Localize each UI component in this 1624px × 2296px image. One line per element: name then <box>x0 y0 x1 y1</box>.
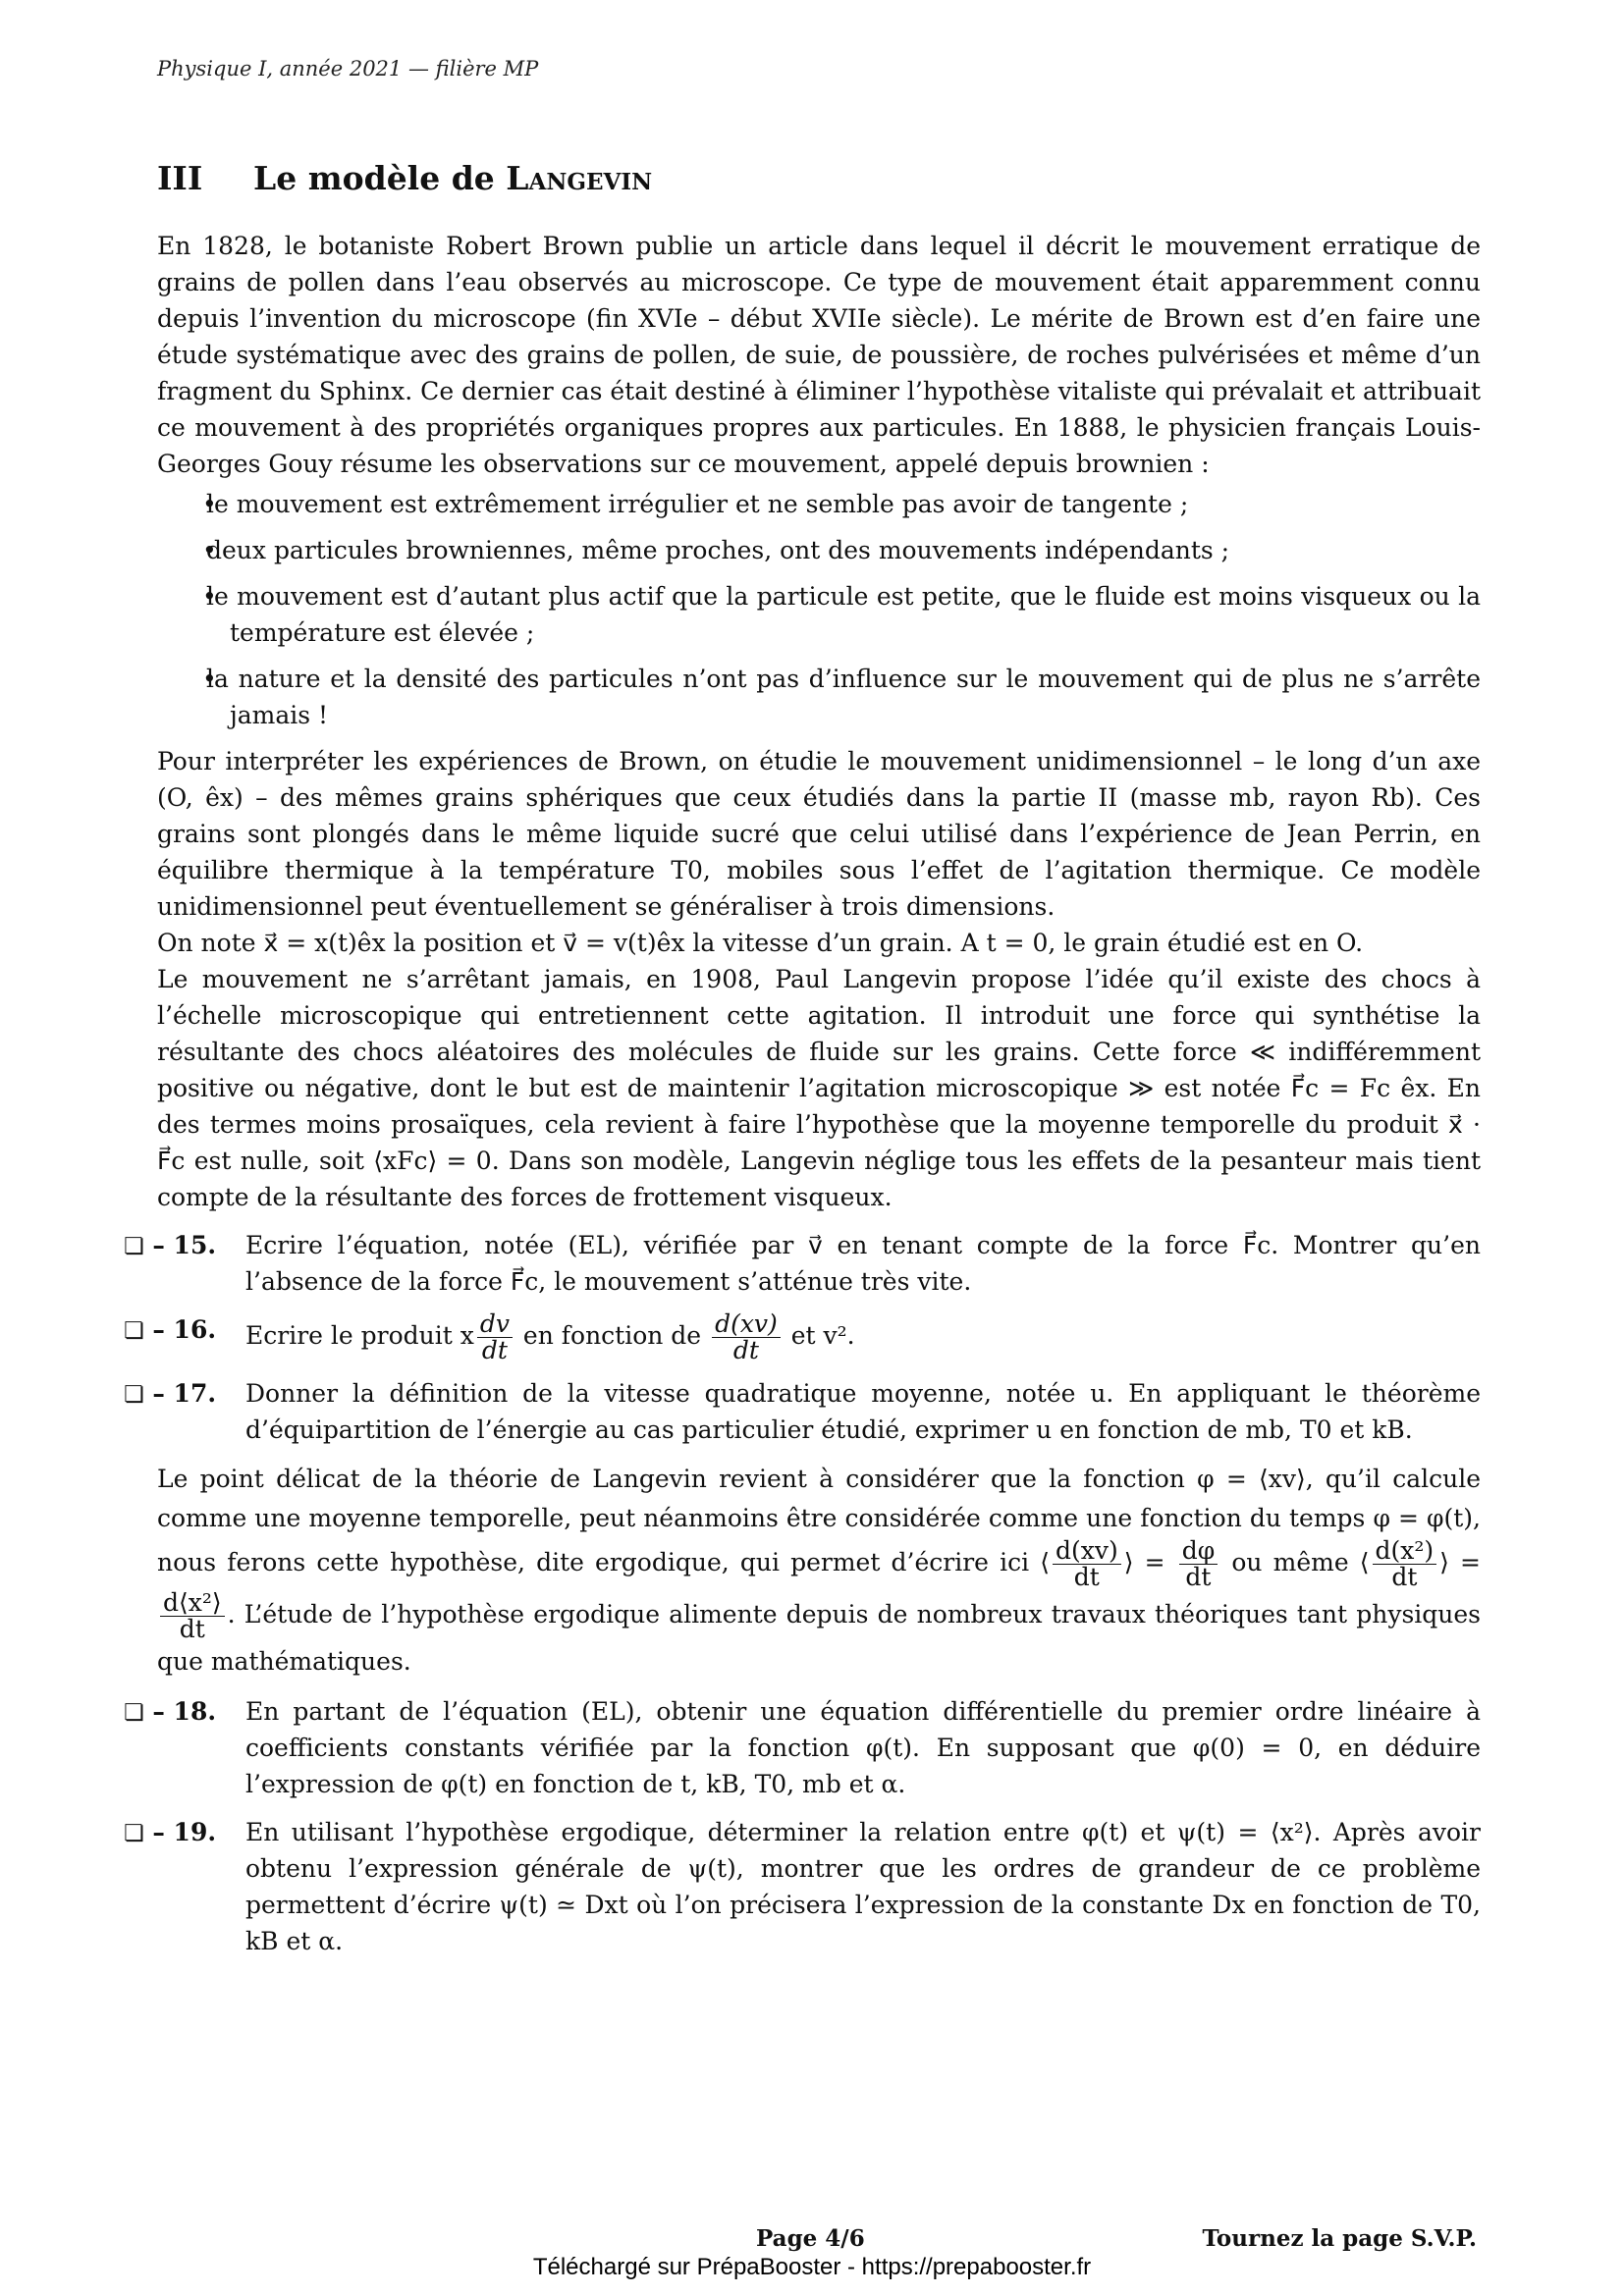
observations-list <box>157 486 1481 733</box>
question-text: En utilisant l’hypothèse ergodique, déterminer la relation entre φ(t) et ψ(t) = ⟨x²⟩. Après avoir obtenu l’expression générale de ψ(t), montrer que les ordres de grandeur de ce problème permettent d’écrire ψ(t) ≃ Dxt où l’on précisera l’expression de la constante Dx en fonction de T0, kB et α. <box>245 1818 1481 1955</box>
notation-paragraph: On note x⃗ = x(t)êx la position et v⃗ = v(t)êx la vitesse d’un grain. A t = 0, le grain étudié est en O. <box>157 929 1364 957</box>
checkbox-icon: ❏ <box>124 1318 144 1344</box>
section-title <box>157 159 652 197</box>
section-number: III <box>157 159 203 197</box>
fraction: $\frac{dv}{dt}$ <box>477 1311 513 1363</box>
observation-item: • la nature et la densité des particules n’ont pas d’influence sur le mouvement qui de plus ne s’arrête jamais ! <box>157 661 1481 733</box>
question-text: Ecrire le produit x <box>245 1321 474 1350</box>
ergodic-paragraph: Le point délicat de la théorie de Langevin revient à considérer que la fonction φ = ⟨xv⟩, qu’il calcule comme une moyenne temporelle, peut néanmoins être considérée comme une fonction du temps φ = φ(t), nous ferons cette hypothèse, dite ergodique, qui permet d’écrire ici ⟨ $\frac{d(xv)}{dt}$ ⟩ = $\frac{d\varphi}{dt}$ ou même ⟨ $\frac{\text{d(x²)}}{dt}$ ⟩ = $\frac{\text{d⟨x²⟩}}{dt}$ . L’étude de l’hypothèse ergodique alimente depuis de nombreux travaux théoriques tant physiques que mathématiques. <box>157 1465 1482 1676</box>
turn-page-note: Tournez la page S.V.P. <box>1202 2225 1477 2252</box>
fraction: $\frac{d(xv)}{dt}$ <box>712 1311 781 1363</box>
question-label: ❏ – 19. <box>124 1818 217 1846</box>
question-17 <box>124 1375 1481 1448</box>
fraction: $\frac{d(xv)}{dt}$ <box>1053 1538 1121 1590</box>
question-label: ❏ – 15. <box>124 1231 217 1259</box>
question-label: ❏ – 18. <box>124 1697 217 1726</box>
question-text: Donner la définition de la vitesse quadratique moyenne, notée u. En appliquant le théorème d’équipartition de l’énergie au cas particulier étudié, exprimer u en fonction de mb, T0 et kB. <box>245 1379 1481 1444</box>
checkbox-icon: ❏ <box>124 1700 144 1726</box>
observation-item: • le mouvement est d’autant plus actif que la particule est petite, que le fluide est moins visqueux ou la température est élevée ; <box>157 578 1481 651</box>
section-title-name: Langevin <box>506 159 653 197</box>
langevin-paragraph: Le mouvement ne s’arrêtant jamais, en 1908, Paul Langevin propose l’idée qu’il existe des chocs à l’échelle microscopique qui entretiennent cette agitation. Il introduit une force qui synthétise la résultante des chocs aléatoires des molécules de fluide sur les grains. Cette force ≪ indifféremment positive ou négative, dont le but est de maintenir l’agitation microscopique ≫ est notée F⃗c = Fc êx. En des termes moins prosaïques, cela revient à faire l’hypothèse que la moyenne temporelle du produit x⃗ · F⃗c est nulle, soit ⟨xFc⟩ = 0. Dans son modèle, Langevin néglige tous les effets de la pesanteur mais tient compte de la résultante des forces de frottement visqueux. <box>157 965 1481 1211</box>
fraction: $\frac{\text{d(x²)}}{dt}$ <box>1373 1538 1437 1590</box>
main-content <box>124 228 1482 1971</box>
question-label: ❏ – 16. <box>124 1315 217 1344</box>
observation-item: • deux particules browniennes, même proches, ont des mouvements indépendants ; <box>157 532 1481 568</box>
checkbox-icon: ❏ <box>124 1234 144 1259</box>
question-16: ❏ – 16. Ecrire le produit x $\frac{dv}{dt}$ en fonction de $\frac{d(xv)}{dt}$ et v². <box>124 1309 855 1364</box>
question-text: Ecrire l’équation, notée (EL), vérifiée par v⃗ en tenant compte de la force F⃗c. Montrer qu’en l’absence de la force F⃗c, le mouvement s’atténue très vite. <box>245 1231 1481 1296</box>
observation-item: • le mouvement est extrêmement irrégulier et ne semble pas avoir de tangente ; <box>157 486 1481 522</box>
fraction: $\frac{d\varphi}{dt}$ <box>1179 1538 1218 1590</box>
running-header: Physique I, année 2021 — filière MP <box>157 57 539 80</box>
question-text: En partant de l’équation (EL), obtenir une équation différentielle du premier ordre linéaire à coefficients constants vérifiée par la fonction φ(t). En supposant que φ(0) = 0, en déduire l’expression de φ(t) en fonction de t, kB, T0, mb et α. <box>245 1697 1481 1798</box>
question-19 <box>124 1814 1481 1959</box>
page-number: Page 4/6 <box>756 2225 865 2252</box>
intro-paragraph: En 1828, le botaniste Robert Brown publie un article dans lequel il décrit le mouvement erratique de grains de pollen dans l’eau observés au microscope. Ce type de mouvement était apparemment connu depuis l’invention du microscope (fin XVIe – début XVIIe siècle). Le mérite de Brown est d’en faire une étude systématique avec des grains de pollen, de suie, de poussière, de roches pulvérisées et même d’un fragment du Sphinx. Ce dernier cas était destiné à éliminer l’hypothèse vitaliste qui prévalait et attribuait ce mouvement à des propriétés organiques propres aux particules. En 1888, le physicien français Louis-Georges Gouy résume les observations sur ce mouvement, appelé depuis brownien : <box>157 232 1481 478</box>
checkbox-icon: ❏ <box>124 1821 144 1846</box>
checkbox-icon: ❏ <box>124 1382 144 1408</box>
section-title-prefix: Le modèle de <box>253 159 507 197</box>
model-paragraph: Pour interpréter les expériences de Brown, on étudie le mouvement unidimensionnel – le long d’un axe (O, êx) – des mêmes grains sphériques que ceux étudiés dans la partie II (masse mb, rayon Rb). Ces grains sont plongés dans le même liquide sucré que celui utilisé dans l’expérience de Jean Perrin, en équilibre thermique à la température T0, mobiles sous l’effet de l’agitation thermique. Ce modèle unidimensionnel peut éventuellement se généraliser à trois dimensions. <box>157 747 1481 921</box>
fraction: $\frac{\text{d⟨x²⟩}}{dt}$ <box>160 1590 225 1642</box>
question-label: ❏ – 17. <box>124 1379 217 1408</box>
question-18 <box>124 1693 1481 1802</box>
download-footer: Téléchargé sur PrépaBooster - https://prepabooster.fr <box>532 2254 1092 2280</box>
question-15 <box>124 1227 1481 1300</box>
